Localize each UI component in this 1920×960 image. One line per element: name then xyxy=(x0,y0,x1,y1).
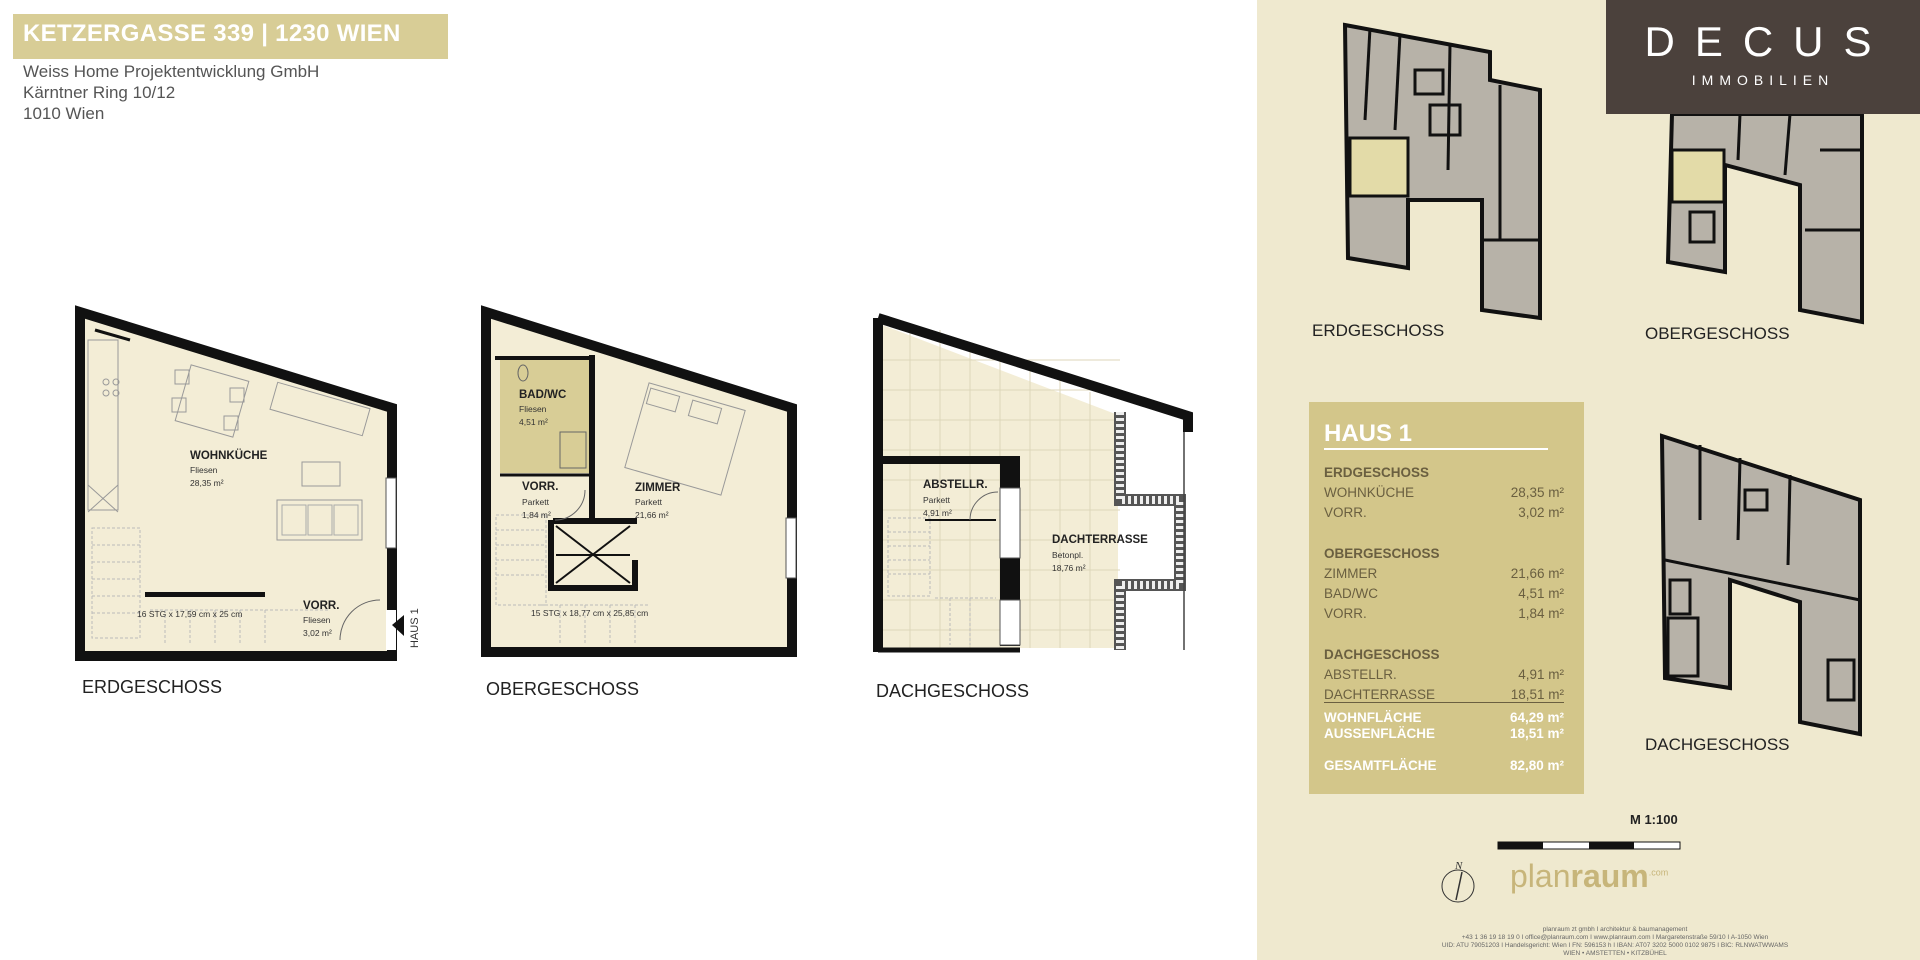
planraum-wordmark-bold: raum xyxy=(1570,858,1649,894)
total-value: 82,80 m² xyxy=(1509,758,1564,773)
section-obergeschoss: OBERGESCHOSS xyxy=(1324,546,1440,561)
planraum-suffix: .com xyxy=(1648,867,1669,878)
room-floor-dachterrasse: Betonpl. xyxy=(1052,550,1084,560)
planraum-wordmark-light: plan xyxy=(1510,858,1571,894)
area-value: 3,02 m² xyxy=(1518,505,1564,520)
room-floor-abstellraum: Parkett xyxy=(923,495,950,505)
area-room: DACHTERRASSE xyxy=(1324,687,1436,702)
room-label-zimmer: ZIMMER xyxy=(635,482,681,494)
room-area-abstellraum: 4,91 m² xyxy=(923,508,952,518)
entrance-label: HAUS 1 xyxy=(409,608,421,648)
company-name: Weiss Home Projektentwicklung GmbH xyxy=(23,62,320,81)
plan-label-erdgeschoss: ERDGESCHOSS xyxy=(82,677,223,697)
key-plan-label-obergeschoss: OBERGESCHOSS xyxy=(1645,324,1790,343)
room-label-abstellraum: ABSTELLR. xyxy=(923,479,988,491)
plan-label-obergeschoss: OBERGESCHOSS xyxy=(486,679,640,699)
footer-line-4: WIEN • AMSTETTEN • KITZBÜHEL xyxy=(1563,950,1667,957)
key-plan-label-erdgeschoss: ERDGESCHOSS xyxy=(1312,321,1445,340)
logo-tagline: IMMOBILIEN xyxy=(1691,72,1835,88)
stairs-note-og: 15 STG x 18,77 cm x 25,85 cm xyxy=(531,608,649,618)
footer-line-1: planraum zt gmbh I architektur & baumanagement xyxy=(1542,926,1688,933)
room-label-vorr-og: VORR. xyxy=(522,481,559,493)
total-label: GESAMTFLÄCHE xyxy=(1324,758,1437,773)
north-label: N xyxy=(1455,860,1463,872)
stairs-note-eg: 16 STG x 17,59 cm x 25 cm xyxy=(137,609,243,619)
page-title: KETZERGASSE 339 | 1230 WIEN xyxy=(23,20,401,47)
key-plan-label-dachgeschoss: DACHGESCHOSS xyxy=(1645,735,1790,754)
area-room: VORR. xyxy=(1324,606,1367,621)
area-room: BAD/WC xyxy=(1324,586,1378,601)
room-area-dachterrasse: 18,76 m² xyxy=(1052,563,1086,573)
total-value: 18,51 m² xyxy=(1509,726,1564,741)
area-room: WOHNKÜCHE xyxy=(1324,485,1414,500)
footer-line-3: UID: ATU 79051203 I Handelsgericht: Wien I FN: 596153 h I IBAN: AT07 3202 5000 0102 9875 I BIC: RLNWATWWAMS xyxy=(1441,942,1789,949)
room-area-vorr-eg: 3,02 m² xyxy=(303,628,332,638)
plan-label-dachgeschoss: DACHGESCHOSS xyxy=(876,681,1030,701)
room-label-wohnkueche: WOHNKÜCHE xyxy=(190,450,268,462)
area-room: ABSTELLR. xyxy=(1324,667,1397,682)
total-label: WOHNFLÄCHE xyxy=(1324,710,1422,725)
room-floor-zimmer: Parkett xyxy=(635,497,662,507)
room-label-badwc: BAD/WC xyxy=(519,389,567,401)
room-floor-wohnkueche: Fliesen xyxy=(190,465,218,475)
company-street: Kärntner Ring 10/12 xyxy=(23,83,176,102)
room-area-wohnkueche: 28,35 m² xyxy=(190,478,224,488)
scale-label: M 1:100 xyxy=(1630,812,1678,827)
footer-line-2: +43 1 36 19 18 19 0 I office@planraum.com I www.planraum.com I Margaretenstraße 59/10 I A-1050 Wien xyxy=(1461,934,1769,941)
room-floor-vorr-eg: Fliesen xyxy=(303,615,331,625)
area-value: 1,84 m² xyxy=(1518,606,1564,621)
section-dachgeschoss: DACHGESCHOSS xyxy=(1324,647,1440,662)
section-erdgeschoss: ERDGESCHOSS xyxy=(1324,465,1430,480)
area-value: 18,51 m² xyxy=(1510,687,1564,702)
area-value: 4,51 m² xyxy=(1518,586,1564,601)
area-room: ZIMMER xyxy=(1324,566,1378,581)
room-floor-badwc: Fliesen xyxy=(519,404,547,414)
room-floor-vorr-og: Parkett xyxy=(522,497,549,507)
area-value: 4,91 m² xyxy=(1518,667,1564,682)
company-city: 1010 Wien xyxy=(23,104,105,123)
logo-wordmark: DECUS xyxy=(1644,18,1892,65)
area-room: VORR. xyxy=(1324,505,1367,520)
room-area-vorr-og: 1,84 m² xyxy=(522,510,551,520)
room-area-zimmer: 21,66 m² xyxy=(635,510,669,520)
area-value: 28,35 m² xyxy=(1510,485,1564,500)
room-label-dachterrasse: DACHTERRASSE xyxy=(1052,534,1148,546)
total-value: 64,29 m² xyxy=(1509,710,1564,725)
area-value: 21,66 m² xyxy=(1510,566,1564,581)
total-label: AUSSENFLÄCHE xyxy=(1324,726,1436,741)
room-label-vorr-eg: VORR. xyxy=(303,600,340,612)
room-area-badwc: 4,51 m² xyxy=(519,417,548,427)
planraum-logo xyxy=(1510,858,1668,895)
area-table-title: HAUS 1 xyxy=(1324,420,1413,447)
